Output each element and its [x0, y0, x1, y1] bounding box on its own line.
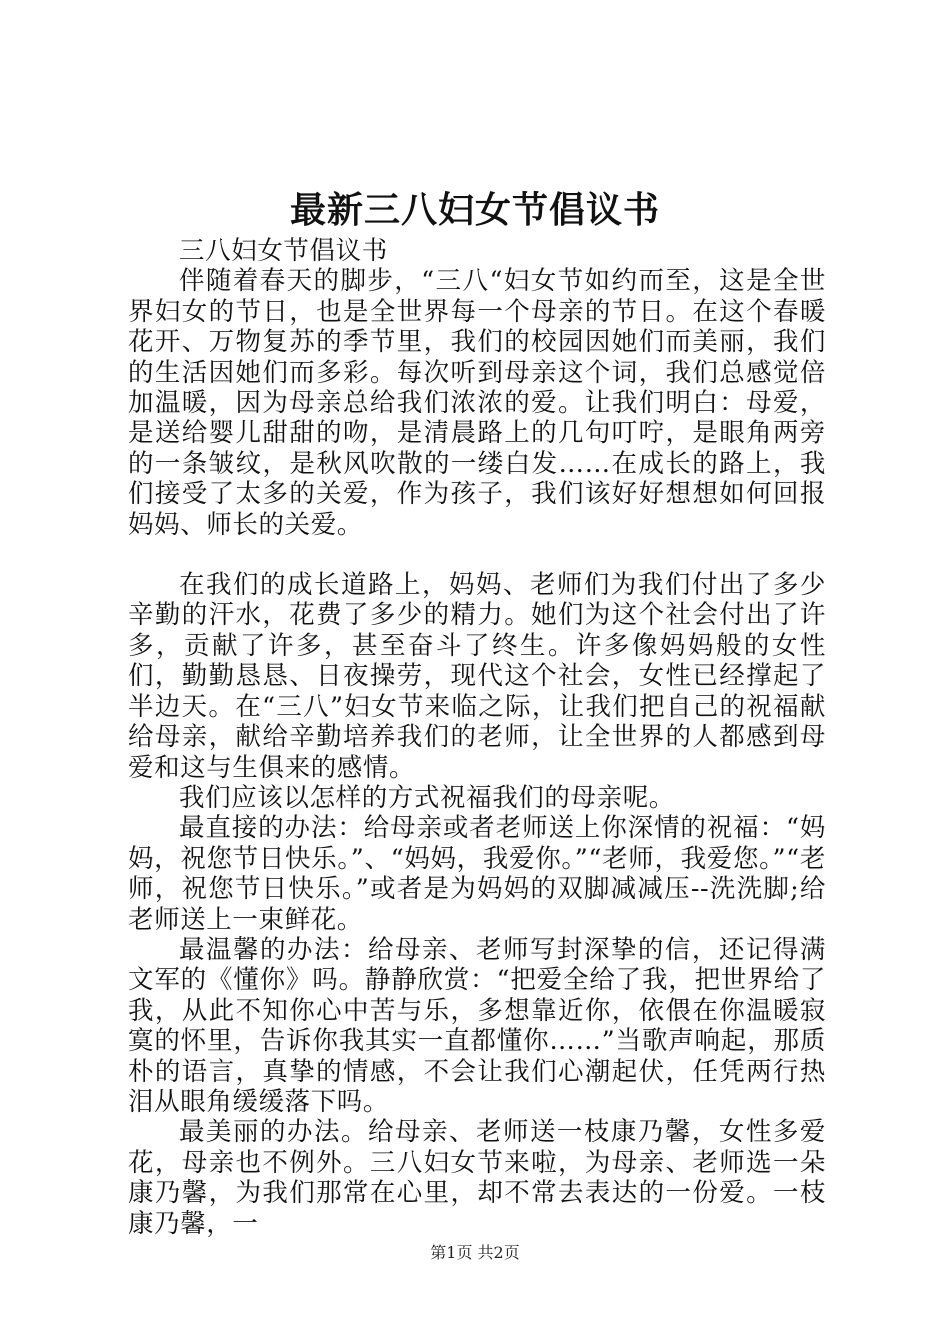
body-paragraph: 最美丽的办法。给母亲、老师送一枝康乃馨，女性多爱花，母亲也不例外。三八妇女节来啦，为母亲、老师选一朵康乃馨，为我们那常在心里，却不常去表达的一份爱。一枝康乃馨，一 — [128, 1117, 826, 1239]
document-title: 最新三八妇女节倡议书 — [289, 189, 660, 231]
body-paragraph: 我们应该以怎样的方式祝福我们的母亲呢。 — [179, 782, 675, 813]
page-footer: 第1页 共2页 — [430, 1243, 520, 1262]
body-paragraph: 最直接的办法：给母亲或者老师送上你深情的祝福：“妈妈，祝您节日快乐。”、“妈妈，我爱你。”“老师，我爱您。”“老师，祝您节日快乐。”或者是为妈妈的双脚减减压--洗洗脚;给老师送上一束鲜花。 — [128, 813, 826, 935]
body-paragraph: 最温馨的办法：给母亲、老师写封深挚的信，还记得满文军的《懂你》吗。静静欣赏：“把爱全给了我，把世界给了我，从此不知你心中苦与乐，多想靠近你，依偎在你温暖寂寞的怀里，告诉你我其实一直都懂你……”当歌声响起，那质朴的语言，真挚的情感，不会让我们心潮起伏，任凭两行热泪从眼角缓缓落下吗。 — [128, 934, 826, 1117]
body-paragraph: 伴随着春天的脚步，“三八“妇女节如约而至，这是全世界妇女的节日，也是全世界每一个母亲的节日。在这个春暖花开、万物复苏的季节里，我们的校园因她们而美丽，我们的生活因她们而多彩。每次听到母亲这个词，我们总感觉倍加温暖，因为母亲总给我们浓浓的爱。让我们明白：母爱，是送给婴儿甜甜的吻，是清晨路上的几句叮咛，是眼角两旁的一条皱纹，是秋风吹散的一缕白发……在成长的路上，我们接受了太多的关爱，作为孩子，我们该好好想想如何回报妈妈、师长的关爱。 — [128, 266, 826, 540]
subtitle-paragraph: 三八妇女节倡议书 — [179, 236, 388, 266]
body-paragraph: 在我们的成长道路上，妈妈、老师们为我们付出了多少辛勤的汗水，花费了多少的精力。她们为这个社会付出了许多，贡献了许多，甚至奋斗了终生。许多像妈妈般的女性们，勤勤恳恳、日夜操劳，现代这个社会，女性已经撑起了半边天。在“三八”妇女节来临之际，让我们把自己的祝福献给母亲，献给辛勤培养我们的老师，让全世界的人都感到母爱和这与生俱来的感情。 — [128, 570, 826, 783]
document-body — [128, 236, 826, 1239]
